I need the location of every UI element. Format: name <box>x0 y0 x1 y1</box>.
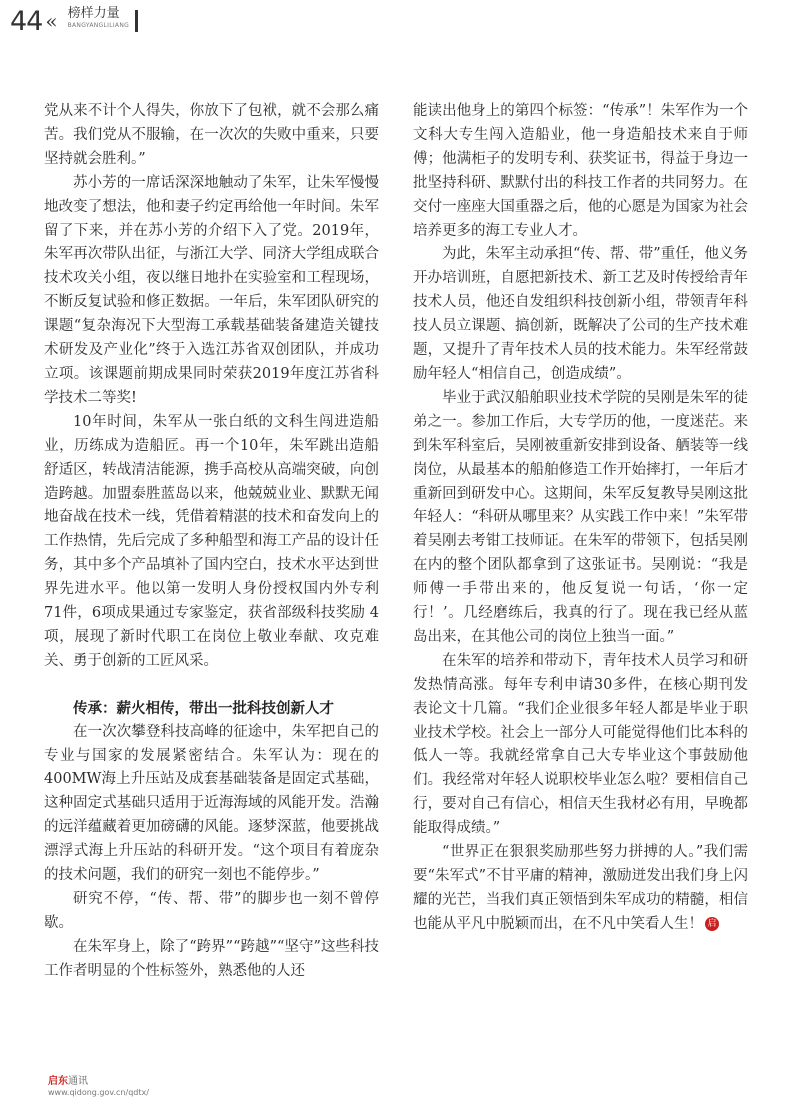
paragraph: 在朱军身上，除了“跨界”“跨越”“坚守”这些科技工作者明显的个性标签外，熟悉他的人还 <box>44 938 379 979</box>
paragraph-last <box>413 841 748 937</box>
paragraph: 在一次次攀登科技高峰的征途中，朱军把自己的专业与国家的发展紧密结合。朱军认为：现在的400MW海上升压站及成套基础装备是固定式基础，这种固定式基础只适用于近海海域的风能开发。浩瀚的远洋蕴藏着更加磅礴的风能。逐梦深蓝，他要挑战漂浮式海上升压站的科研开发。“这个项目有着庞杂的技术问题，我们的研究一刻也不能停步。” <box>44 723 379 884</box>
end-mark-icon: 启 <box>705 917 719 931</box>
page-number: 44 <box>10 6 43 37</box>
paragraph-text: “世界正在狠狠奖励那些努力拼搏的人。”我们需要“朱军式”不甘平庸的精神，激励迸发出我们身上闪耀的光芒，当我们真正领悟到朱军成功的精髓，相信也能从平凡中脱颖而出，在不凡中笑看人生！ <box>413 844 748 932</box>
right-column <box>413 100 748 937</box>
column-name-pinyin: BANGYANGLILIANG <box>67 22 130 29</box>
left-column <box>44 100 379 984</box>
paragraph: 苏小芳的一席话深深地触动了朱军，让朱军慢慢地改变了想法，他和妻子约定再给他一年时间。朱军留了下来，并在苏小芳的介绍下入了党。2019年，朱军再次带队出征，与浙江大学、同济大学组成联合技术攻关小组，夜以继日地扑在实验室和工程现场，不断反复试验和修正数据。一年后，朱军团队研究的课题“复杂海况下大型海工承载基础装备建造关键技术研发及产业化”终于入选江苏省双创团队，并成功立项。该课题前期成果同时荣获2019年度江苏省科学技术二等奖! <box>44 174 379 406</box>
publication-name-a: 启东 <box>48 1076 68 1087</box>
chevron-icon: « <box>45 9 58 33</box>
paragraph: 在朱军的培养和带动下，青年技术人员学习和研发热情高涨。每年专利申请30多件，在核心期刊发表论文十几篇。“我们企业很多年轻人都是毕业于职业技术学校。社会上一部分人可能觉得他们比本科的低人一等。我就经常拿自己大专毕业这个事鼓励他们。我经常对年轻人说职校毕业怎么啦？要相信自己行，要对自己有信心，相信天生我材必有用，早晚都能取得成绩。” <box>413 652 748 837</box>
publication-url: www.qidong.gov.cn/qdtx/ <box>48 1088 149 1097</box>
page-header <box>10 6 138 46</box>
column-name <box>68 6 129 29</box>
paragraph: 为此，朱军主动承担“传、帮、带”重任，他义务开办培训班，自愿把新技术、新工艺及时传授给青年技术人员，他还自发组织科技创新小组，带领青年科技人员立课题、搞创新，既解决了公司的生产技术难题，又提升了青年技术人员的技术能力。朱军经常鼓励年轻人“相信自己，创造成绩”。 <box>413 246 748 382</box>
paragraph: 研究不停，“传、帮、带”的脚步也一刻不曾停歇。 <box>44 891 379 931</box>
page-footer <box>48 1076 149 1098</box>
header-divider <box>135 10 138 32</box>
section-heading: 传承：薪火相传，带出一批科技创新人才 <box>73 699 334 717</box>
publication-name <box>48 1076 149 1088</box>
publication-name-b: 通讯 <box>68 1076 88 1087</box>
paragraph: 毕业于武汉船舶职业技术学院的吴刚是朱军的徒弟之一。参加工作后，大专学历的他，一度迷茫。来到朱军科室后，吴刚被重新安排到设备、舾装等一线岗位，从最基本的船舶修造工作开始摔打，一年后才重新回到研发中心。这期间，朱军反复教导吴刚这批年轻人：“科研从哪里来？从实践工作中来！”朱军带着吴刚去考钳工技师证。在朱军的带领下，包括吴刚在内的整个团队都拿到了这张证书。吴刚说：“我是师傅一手带出来的，他反复说一句话，‘你一定行！’。几经磨练后，我真的行了。现在我已经从蓝岛出来，在其他公司的岗位上独当一面。” <box>413 389 748 645</box>
column-name-cn: 榜样力量 <box>67 6 120 21</box>
paragraph: 能读出他身上的第四个标签：“传承”！朱军作为一个文科大专生闯入造船业，他一身造船技术来自于师傅；他满柜子的发明专利、获奖证书，得益于身边一批坚持科研、默默付出的科技工作者的共同努力。在交付一座座大国重器之后，他的心愿是为国家为社会培养更多的海工专业人才。 <box>413 103 748 239</box>
paragraph: 10年时间，朱军从一张白纸的文科生闯进造船业，历练成为造船匠。再一个10年，朱军跳出造船舒适区，转战清洁能源，携手高校从高端突破，向创造跨越。加盟泰胜蓝岛以来，他兢兢业业、默默无闻地奋战在技术一线，凭借着精湛的技术和奋发向上的工作热情，先后完成了多种船型和海工产品的设计任务，其中多个产品填补了国内空白，技术水平达到世界先进水平。他以第一发明人身份授权国内外专利 71件，6项成果通过专家鉴定，获省部级科技奖励 4项，展现了新时代职工在岗位上敬业奉献、攻克难关、勇于创新的工匠风采。 <box>44 413 379 669</box>
paragraph: 党从来不计个人得失，你放下了包袱，就不会那么痛苦。我们党从不服输，在一次次的失败中重来，只要坚持就会胜利。” <box>44 103 379 167</box>
